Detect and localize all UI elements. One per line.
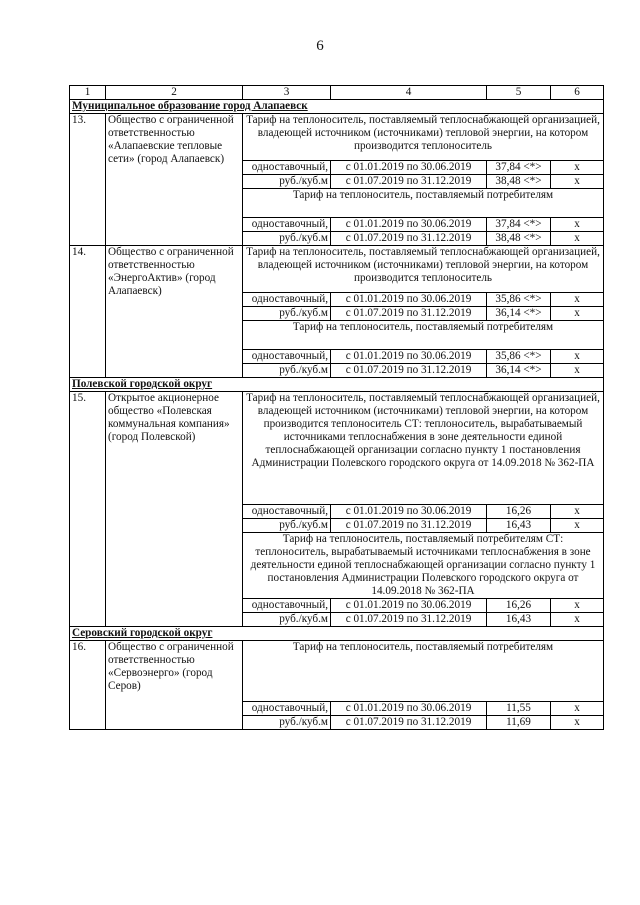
tariff-description-row (70, 392, 604, 505)
mark-cell: х (551, 350, 604, 364)
rate-cell: 16,43 (487, 519, 551, 533)
entry-number: 13. (70, 114, 106, 246)
section-title: Серовский городской округ (70, 627, 604, 641)
tariff-description: Тариф на теплоноситель, поставляемый потребителям (243, 641, 604, 702)
header-cell: 6 (551, 86, 604, 100)
mark-cell: х (551, 613, 604, 627)
section-title: Муниципальное образование город Алапаевск (70, 100, 604, 114)
rate-cell: 16,43 (487, 613, 551, 627)
period-cell: с 01.01.2019 по 30.06.2019 (331, 702, 487, 716)
period-cell: с 01.07.2019 по 31.12.2019 (331, 519, 487, 533)
organization-name: Открытое акционерное общество «Полевская коммунальная компания» (город Полевской) (106, 392, 243, 627)
mark-cell: х (551, 218, 604, 232)
rate-cell: 35,86 <*> (487, 293, 551, 307)
unit-cell: руб./куб.м (243, 716, 331, 730)
entry-number: 15. (70, 392, 106, 627)
mark-cell: х (551, 161, 604, 175)
period-cell: с 01.01.2019 по 30.06.2019 (331, 293, 487, 307)
unit-cell: одноставочный, (243, 161, 331, 175)
period-cell: с 01.07.2019 по 31.12.2019 (331, 307, 487, 321)
section-title: Полевской городской округ (70, 378, 604, 392)
unit-cell: одноставочный, (243, 293, 331, 307)
tariff-description-row (70, 641, 604, 702)
unit-cell: одноставочный, (243, 599, 331, 613)
tariff-description-row (70, 114, 604, 161)
mark-cell: х (551, 702, 604, 716)
header-cell: 1 (70, 86, 106, 100)
mark-cell: х (551, 599, 604, 613)
rate-cell: 37,84 <*> (487, 161, 551, 175)
unit-cell: руб./куб.м (243, 307, 331, 321)
section-row (70, 627, 604, 641)
mark-cell: х (551, 519, 604, 533)
rate-cell: 11,55 (487, 702, 551, 716)
unit-cell: одноставочный, (243, 218, 331, 232)
period-cell: с 01.01.2019 по 30.06.2019 (331, 505, 487, 519)
rate-cell: 11,69 (487, 716, 551, 730)
period-cell: с 01.01.2019 по 30.06.2019 (331, 161, 487, 175)
period-cell: с 01.07.2019 по 31.12.2019 (331, 364, 487, 378)
unit-cell: руб./куб.м (243, 613, 331, 627)
period-cell: с 01.01.2019 по 30.06.2019 (331, 599, 487, 613)
organization-name: Общество с ограниченной ответственностью «ЭнергоАктив» (город Алапаевск) (106, 246, 243, 378)
section-row (70, 378, 604, 392)
header-cell: 5 (487, 86, 551, 100)
mark-cell: х (551, 175, 604, 189)
period-cell: с 01.01.2019 по 30.06.2019 (331, 350, 487, 364)
header-cell: 2 (106, 86, 243, 100)
tariff-description: Тариф на теплоноситель, поставляемый потребителям (243, 321, 604, 350)
rate-cell: 16,26 (487, 599, 551, 613)
period-cell: с 01.07.2019 по 31.12.2019 (331, 613, 487, 627)
mark-cell: х (551, 293, 604, 307)
tariff-description: Тариф на теплоноситель, поставляемый теплоснабжающей организацией, владеющей источником (источниками) тепловой энергии, на котором производится теплоноситель (243, 114, 604, 161)
unit-cell: руб./куб.м (243, 364, 331, 378)
header-row (70, 86, 604, 100)
mark-cell: х (551, 307, 604, 321)
rate-cell: 35,86 <*> (487, 350, 551, 364)
mark-cell: х (551, 505, 604, 519)
section-row (70, 100, 604, 114)
tariff-description: Тариф на теплоноситель, поставляемый потребителям (243, 189, 604, 218)
organization-name: Общество с ограниченной ответственностью «Алапаевские тепловые сети» (город Алапаевск) (106, 114, 243, 246)
unit-cell: руб./куб.м (243, 175, 331, 189)
rate-cell: 36,14 <*> (487, 307, 551, 321)
period-cell: с 01.07.2019 по 31.12.2019 (331, 175, 487, 189)
period-cell: с 01.07.2019 по 31.12.2019 (331, 232, 487, 246)
unit-cell: руб./куб.м (243, 519, 331, 533)
rate-cell: 38,48 <*> (487, 175, 551, 189)
rate-cell: 16,26 (487, 505, 551, 519)
header-cell: 4 (331, 86, 487, 100)
period-cell: с 01.01.2019 по 30.06.2019 (331, 218, 487, 232)
tariff-description: Тариф на теплоноситель, поставляемый теплоснабжающей организацией, владеющей источником (источниками) тепловой энергии, на котором производится теплоноситель (243, 246, 604, 293)
unit-cell: одноставочный, (243, 702, 331, 716)
tariff-table (69, 85, 604, 730)
period-cell: с 01.07.2019 по 31.12.2019 (331, 716, 487, 730)
rate-cell: 38,48 <*> (487, 232, 551, 246)
page-number: 6 (316, 38, 324, 54)
tariff-table-body (70, 86, 604, 730)
mark-cell: х (551, 716, 604, 730)
tariff-description-row (70, 246, 604, 293)
entry-number: 14. (70, 246, 106, 378)
organization-name: Общество с ограниченной ответственностью «Сервоэнерго» (город Серов) (106, 641, 243, 730)
header-cell: 3 (243, 86, 331, 100)
unit-cell: руб./куб.м (243, 232, 331, 246)
mark-cell: х (551, 364, 604, 378)
unit-cell: одноставочный, (243, 505, 331, 519)
rate-cell: 37,84 <*> (487, 218, 551, 232)
mark-cell: х (551, 232, 604, 246)
unit-cell: одноставочный, (243, 350, 331, 364)
tariff-description: Тариф на теплоноситель, поставляемый потребителям СТ: теплоноситель, вырабатываемый источниками теплоснабжения в зоне деятельности единой теплоснабжающей организации согласно пункту 1 постановления Администрации Полевского городского округа от 14.09.2018 № 362-ПА (243, 533, 604, 599)
tariff-description: Тариф на теплоноситель, поставляемый теплоснабжающей организацией, владеющей источником (источниками) тепловой энергии, на котором производится теплоноситель СТ: теплоноситель, вырабатываемый источниками теплоснабжения в зоне деятельности единой теплоснабжающей организации согласно пункту 1 постановления Администрации Полевского городского округа от 14.09.2018 № 362-ПА (243, 392, 604, 505)
rate-cell: 36,14 <*> (487, 364, 551, 378)
entry-number: 16. (70, 641, 106, 730)
